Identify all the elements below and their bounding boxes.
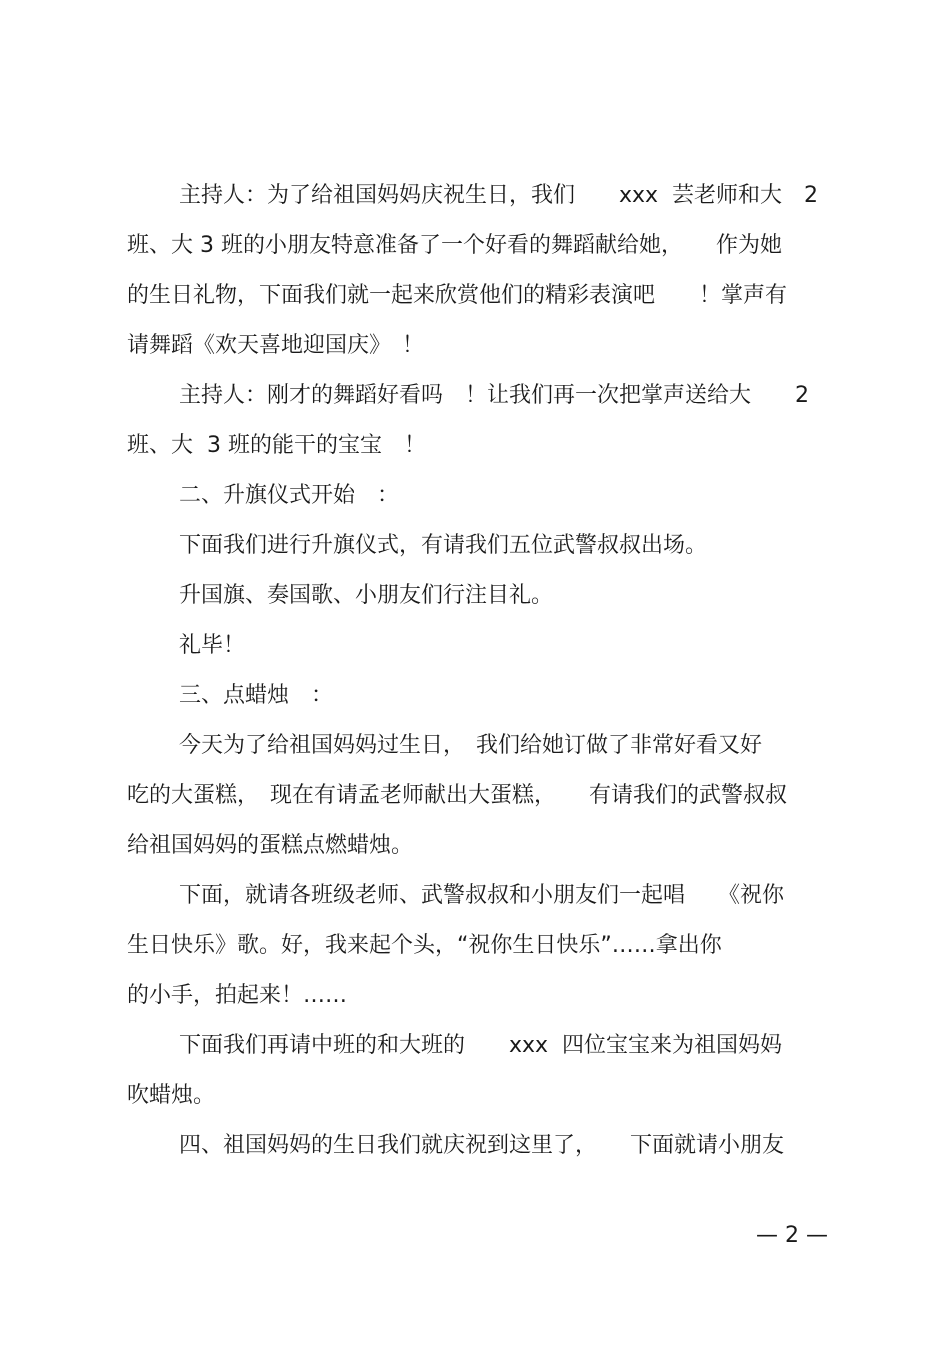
section-heading: 四、祖国妈妈的生日我们就庆祝到这里了， 下面就请小朋友	[179, 1133, 785, 1158]
text-line: 班、大 3 班的小朋友特意准备了一个好看的舞蹈献给她， 作为她	[127, 233, 782, 258]
text-line: 下面，就请各班级老师、武警叔叔和小朋友们一起唱 《祝你	[179, 883, 785, 908]
section-heading: 二、升旗仪式开始 ：	[179, 483, 400, 508]
text-line: 班、大 3 班的能干的宝宝 ！	[127, 433, 426, 458]
text-line: 的生日礼物，下面我们就一起来欣赏他们的精彩表演吧 ！掌声有	[127, 283, 788, 308]
text-line: 生日快乐》歌。好，我来起个头，“祝你生日快乐”……拿出你	[127, 933, 722, 958]
text-line: 下面我们进行升旗仪式，有请我们五位武警叔叔出场。	[179, 533, 708, 558]
text-line: 给祖国妈妈的蛋糕点燃蜡烛。	[127, 833, 414, 858]
text-line: 请舞蹈《欢天喜地迎国庆》 ！	[127, 333, 425, 358]
text-line: 升国旗、奏国歌、小朋友们行注目礼。	[179, 583, 554, 608]
text-line: 主持人：为了给祖国妈妈庆祝生日，我们 xxx 芸老师和大 2	[179, 183, 819, 208]
text-line: 吃的大蛋糕， 现在有请孟老师献出大蛋糕， 有请我们的武警叔叔	[127, 783, 788, 808]
text-line: 的小手，拍起来！……	[127, 983, 348, 1008]
text-line: 礼毕！	[179, 633, 246, 658]
text-line: 今天为了给祖国妈妈过生日， 我们给她订做了非常好看又好	[179, 733, 763, 758]
text-line: 主持人：刚才的舞蹈好看吗 ！让我们再一次把掌声送给大 2	[179, 383, 809, 408]
text-line: 下面我们再请中班的和大班的 xxx 四位宝宝来为祖国妈妈	[179, 1033, 783, 1058]
text-line: 吹蜡烛。	[127, 1083, 216, 1108]
section-heading: 三、点蜡烛 ：	[179, 683, 334, 708]
page-number: — 2 —	[756, 1223, 828, 1248]
